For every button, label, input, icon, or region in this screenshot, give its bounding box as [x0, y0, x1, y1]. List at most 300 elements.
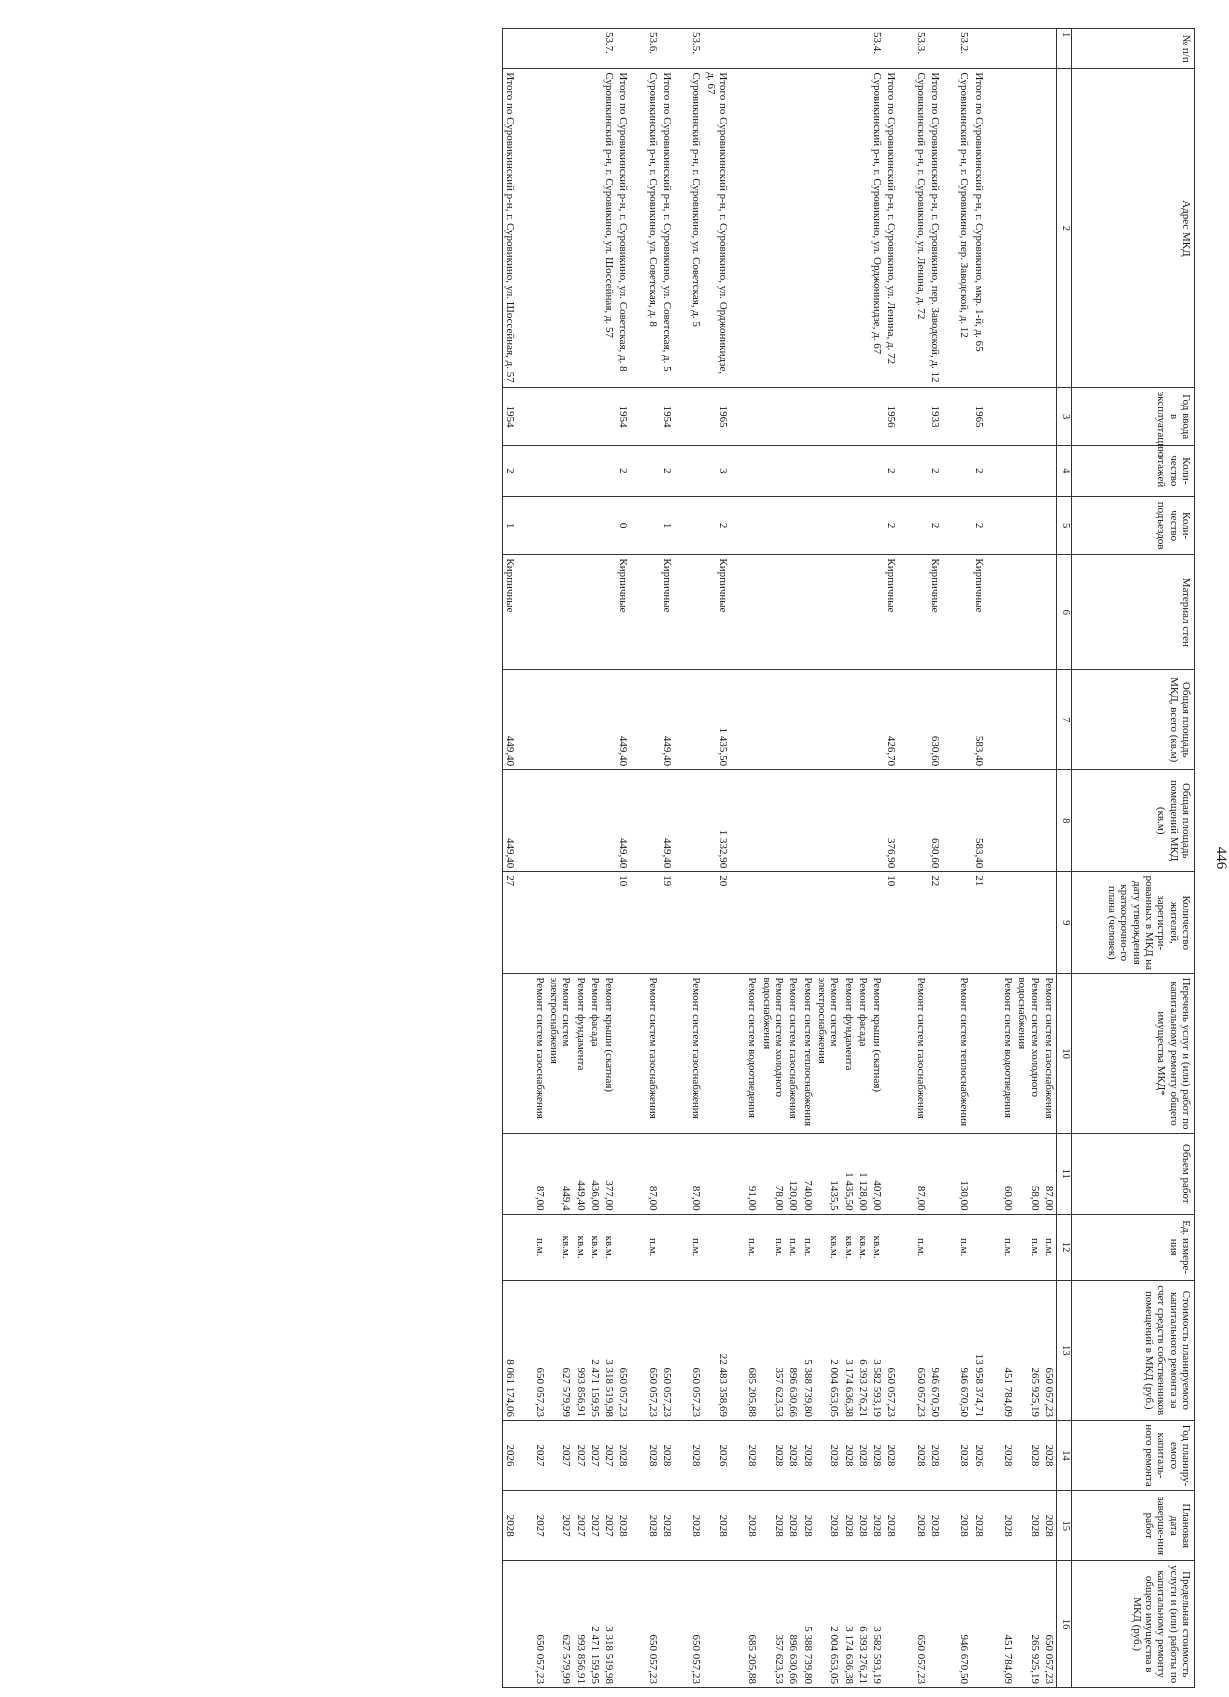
- year-built-cell: [745, 388, 759, 445]
- rooms-area-cell: [914, 770, 928, 872]
- total-area-cell: [841, 670, 855, 770]
- end-date-cell: 2028: [815, 1491, 842, 1561]
- entrances-cell: [1015, 496, 1042, 554]
- entrances-cell: [914, 496, 928, 554]
- limit-cost-cell: 650 057,23: [914, 1561, 928, 1688]
- work-row: [689, 29, 703, 1688]
- limit-cost-cell: [660, 1561, 689, 1688]
- unit-cell: [884, 1214, 913, 1280]
- end-date-cell: 2028: [703, 1491, 745, 1561]
- year-built-cell: [1042, 388, 1057, 445]
- cost-cell: 451 784,09: [1001, 1280, 1015, 1420]
- entrances-cell: 0: [616, 496, 645, 554]
- unit-cell: кв.м.: [588, 1214, 602, 1280]
- end-date-cell: 2028: [870, 1491, 884, 1561]
- rooms-area-cell: [1042, 770, 1057, 872]
- work-row: [841, 29, 855, 1688]
- total-row: [971, 29, 1000, 1688]
- unit-cell: [971, 1214, 1000, 1280]
- end-date-cell: 2028: [503, 1491, 533, 1561]
- unit-cell: [503, 1214, 533, 1280]
- work-row: [800, 29, 814, 1688]
- volume-cell: 58,00: [1015, 1133, 1042, 1214]
- entrances-cell: [1042, 496, 1057, 554]
- work-type-cell: Ремонт систем холодного водоснабжения: [1015, 974, 1042, 1134]
- volume-cell: [971, 1133, 1000, 1214]
- limit-cost-cell: [928, 1561, 957, 1688]
- end-date-cell: 2028: [841, 1491, 855, 1561]
- floors-cell: [856, 445, 870, 496]
- total-area-cell: [547, 670, 574, 770]
- end-date-cell: 2028: [957, 1491, 971, 1561]
- cost-cell: 2 471 159,95: [588, 1280, 602, 1420]
- entrances-cell: [786, 496, 800, 554]
- unit-cell: п.м.: [800, 1214, 814, 1280]
- column-number: 8: [1057, 770, 1072, 872]
- row-number: [800, 29, 814, 69]
- repair-year-cell: 2027: [573, 1420, 587, 1490]
- work-type-cell: Ремонт крыши (скатная): [870, 974, 884, 1134]
- residents-cell: [547, 872, 574, 974]
- total-area-cell: [1015, 670, 1042, 770]
- address-cell: Итого по Суровикинский р-н, г. Суровикино, пер. Заводской, д. 12: [928, 69, 957, 388]
- end-date-cell: 2028: [971, 1491, 1000, 1561]
- cost-cell: 5 388 739,80: [800, 1280, 814, 1420]
- wall-material-cell: [602, 555, 616, 670]
- address-cell: Итого по Суровикинский р-н, г. Суровикино, ул. Шоссейная, д. 57: [503, 69, 533, 388]
- total-area-cell: [745, 670, 759, 770]
- volume-cell: 1 435,50: [841, 1133, 855, 1214]
- repair-year-cell: 2027: [547, 1420, 574, 1490]
- unit-cell: [660, 1214, 689, 1280]
- column-header: Общая площадь МКД, всего (кв.м): [1072, 670, 1195, 770]
- end-date-cell: 2028: [800, 1491, 814, 1561]
- address-cell: Итого по Суровикинский р-н, г. Суровикино, ул. Советская, д. 5: [660, 69, 689, 388]
- work-row: [759, 29, 786, 1688]
- entrances-cell: [815, 496, 842, 554]
- cost-cell: 3 582 593,19: [870, 1280, 884, 1420]
- limit-cost-cell: 993 856,91: [573, 1561, 587, 1688]
- residents-cell: [588, 872, 602, 974]
- limit-cost-cell: 650 057,23: [689, 1561, 703, 1688]
- unit-cell: кв.м.: [856, 1214, 870, 1280]
- repair-year-cell: 2027: [602, 1420, 616, 1490]
- entrances-cell: [602, 496, 616, 554]
- entrances-cell: [745, 496, 759, 554]
- volume-cell: [503, 1133, 533, 1214]
- rooms-area-cell: 376,90: [884, 770, 913, 872]
- cost-cell: 650 057,23: [1042, 1280, 1057, 1420]
- volume-cell: 1435,5: [815, 1133, 842, 1214]
- repair-year-cell: 2028: [616, 1420, 645, 1490]
- address-cell: Суровикинский р-н, г. Суровикино, ул. Советская, д. 8: [646, 69, 660, 388]
- total-area-cell: [602, 670, 616, 770]
- column-number: 2: [1057, 69, 1072, 388]
- residents-cell: [800, 872, 814, 974]
- year-built-cell: [602, 388, 616, 445]
- volume-cell: 87,00: [646, 1133, 660, 1214]
- unit-cell: п.м.: [759, 1214, 786, 1280]
- year-built-cell: [689, 388, 703, 445]
- limit-cost-cell: [884, 1561, 913, 1688]
- cost-cell: 946 670,50: [957, 1280, 971, 1420]
- end-date-cell: 2027: [573, 1491, 587, 1561]
- year-built-cell: [800, 388, 814, 445]
- floors-cell: [870, 445, 884, 496]
- wall-material-cell: [856, 555, 870, 670]
- end-date-cell: 2028: [660, 1491, 689, 1561]
- wall-material-cell: [786, 555, 800, 670]
- row-number: [588, 29, 602, 69]
- rooms-area-cell: [800, 770, 814, 872]
- entrances-cell: 2: [884, 496, 913, 554]
- end-date-cell: 2028: [1001, 1491, 1015, 1561]
- residents-cell: [573, 872, 587, 974]
- limit-cost-cell: 265 925,19: [1015, 1561, 1042, 1688]
- end-date-cell: 2028: [856, 1491, 870, 1561]
- rooms-area-cell: 630,60: [928, 770, 957, 872]
- work-type-cell: Ремонт систем газоснабжения: [1042, 974, 1057, 1134]
- repair-year-cell: 2028: [841, 1420, 855, 1490]
- unit-cell: кв.м.: [547, 1214, 574, 1280]
- floors-cell: [786, 445, 800, 496]
- total-row: [616, 29, 645, 1688]
- column-header: Ед. измере-ния: [1072, 1214, 1195, 1280]
- total-area-cell: 449,40: [616, 670, 645, 770]
- repair-year-cell: 2026: [971, 1420, 1000, 1490]
- wall-material-cell: [689, 555, 703, 670]
- row-number: [660, 29, 689, 69]
- entrances-cell: 2: [928, 496, 957, 554]
- total-area-cell: [786, 670, 800, 770]
- repair-year-cell: 2028: [957, 1420, 971, 1490]
- total-area-cell: 449,40: [503, 670, 533, 770]
- total-area-cell: [646, 670, 660, 770]
- volume-cell: 87,00: [914, 1133, 928, 1214]
- page-number: 446: [1213, 846, 1229, 870]
- work-type-cell: Ремонт систем газоснабжения: [786, 974, 800, 1134]
- volume-cell: 87,00: [532, 1133, 546, 1214]
- rooms-area-cell: 449,40: [503, 770, 533, 872]
- total-area-cell: [957, 670, 971, 770]
- entrances-cell: [573, 496, 587, 554]
- total-row: [703, 29, 745, 1688]
- address-cell: [1042, 69, 1057, 388]
- volume-cell: 377,00: [602, 1133, 616, 1214]
- limit-cost-cell: 5 388 739,80: [800, 1561, 814, 1688]
- column-header: Перечень услуг и (или) работ по капитальному ремонту общего имущества МКД*: [1072, 974, 1195, 1134]
- cost-cell: 650 057,23: [616, 1280, 645, 1420]
- volume-cell: 1 128,00: [856, 1133, 870, 1214]
- residents-cell: [602, 872, 616, 974]
- year-built-cell: 1954: [503, 388, 533, 445]
- repair-year-cell: 2028: [1001, 1420, 1015, 1490]
- cost-cell: 650 057,23: [532, 1280, 546, 1420]
- row-number: [841, 29, 855, 69]
- column-number: 12: [1057, 1214, 1072, 1280]
- column-number: 6: [1057, 555, 1072, 670]
- column-header: Общая площадь помещений МКД (кв.м): [1072, 770, 1195, 872]
- address-cell: [786, 69, 800, 388]
- rooms-area-cell: [573, 770, 587, 872]
- residents-cell: [914, 872, 928, 974]
- limit-cost-cell: 3 318 519,98: [602, 1561, 616, 1688]
- wall-material-cell: [573, 555, 587, 670]
- work-type-cell: Ремонт фундамента: [573, 974, 587, 1134]
- work-row: [786, 29, 800, 1688]
- work-type-cell: Ремонт систем водоотведения: [745, 974, 759, 1134]
- year-built-cell: [588, 388, 602, 445]
- end-date-cell: 2027: [602, 1491, 616, 1561]
- cost-cell: 13 958 374,71: [971, 1280, 1000, 1420]
- wall-material-cell: [547, 555, 574, 670]
- repair-year-cell: 2027: [588, 1420, 602, 1490]
- residents-cell: 10: [884, 872, 913, 974]
- work-row: [1001, 29, 1015, 1688]
- floors-cell: 2: [503, 445, 533, 496]
- row-number: 53.6.: [646, 29, 660, 69]
- repair-year-cell: 2028: [870, 1420, 884, 1490]
- year-built-cell: [1001, 388, 1015, 445]
- volume-cell: 740,00: [800, 1133, 814, 1214]
- address-cell: [1015, 69, 1042, 388]
- year-built-cell: 1954: [616, 388, 645, 445]
- rooms-area-cell: 449,40: [660, 770, 689, 872]
- work-type-cell: Ремонт крыши (скатная): [602, 974, 616, 1134]
- volume-cell: [884, 1133, 913, 1214]
- work-type-cell: [928, 974, 957, 1134]
- unit-cell: п.м.: [745, 1214, 759, 1280]
- residents-cell: [759, 872, 786, 974]
- floors-cell: [602, 445, 616, 496]
- volume-cell: [616, 1133, 645, 1214]
- residents-cell: [689, 872, 703, 974]
- residents-cell: [532, 872, 546, 974]
- column-number: 3: [1057, 388, 1072, 445]
- residents-cell: 20: [703, 872, 745, 974]
- year-built-cell: [532, 388, 546, 445]
- end-date-cell: 2028: [745, 1491, 759, 1561]
- volume-cell: 87,00: [1042, 1133, 1057, 1214]
- row-number: [971, 29, 1000, 69]
- limit-cost-cell: 451 784,09: [1001, 1561, 1015, 1688]
- column-number: 14: [1057, 1420, 1072, 1490]
- work-row: [745, 29, 759, 1688]
- wall-material-cell: [914, 555, 928, 670]
- column-number: 13: [1057, 1280, 1072, 1420]
- wall-material-cell: [1015, 555, 1042, 670]
- column-number: 1: [1057, 29, 1072, 69]
- wall-material-cell: [745, 555, 759, 670]
- row-number: 53.2.: [957, 29, 971, 69]
- wall-material-cell: Кирпичные: [616, 555, 645, 670]
- limit-cost-cell: [971, 1561, 1000, 1688]
- rooms-area-cell: [870, 770, 884, 872]
- total-area-cell: [1042, 670, 1057, 770]
- row-number: [786, 29, 800, 69]
- entrances-cell: 2: [703, 496, 745, 554]
- unit-cell: кв.м.: [602, 1214, 616, 1280]
- entrances-cell: [870, 496, 884, 554]
- wall-material-cell: [870, 555, 884, 670]
- floors-cell: [1001, 445, 1015, 496]
- total-area-cell: [1001, 670, 1015, 770]
- total-area-cell: 630,60: [928, 670, 957, 770]
- volume-cell: 78,00: [759, 1133, 786, 1214]
- row-number: [503, 29, 533, 69]
- address-cell: Итого по Суровикинский р-н, г. Суровикино, мкр. 1-й, д. 65: [971, 69, 1000, 388]
- repair-year-cell: 2028: [856, 1420, 870, 1490]
- rooms-area-cell: [815, 770, 842, 872]
- column-number: 16: [1057, 1561, 1072, 1688]
- total-area-cell: [573, 670, 587, 770]
- limit-cost-cell: 650 057,23: [532, 1561, 546, 1688]
- work-type-cell: Ремонт систем электроснабжения: [815, 974, 842, 1134]
- wall-material-cell: [1001, 555, 1015, 670]
- row-number: [1042, 29, 1057, 69]
- rooms-area-cell: [841, 770, 855, 872]
- end-date-cell: 2028: [928, 1491, 957, 1561]
- column-number: 5: [1057, 496, 1072, 554]
- work-type-cell: Ремонт систем водоотведения: [1001, 974, 1015, 1134]
- limit-cost-cell: 896 630,66: [786, 1561, 800, 1688]
- repair-year-cell: 2028: [745, 1420, 759, 1490]
- floors-cell: 2: [884, 445, 913, 496]
- cost-cell: 650 057,23: [660, 1280, 689, 1420]
- cost-cell: 3 174 636,38: [841, 1280, 855, 1420]
- year-built-cell: [841, 388, 855, 445]
- address-cell: [815, 69, 842, 388]
- residents-cell: [1015, 872, 1042, 974]
- cost-cell: 265 925,19: [1015, 1280, 1042, 1420]
- rooms-area-cell: [786, 770, 800, 872]
- floors-cell: 3: [703, 445, 745, 496]
- floors-cell: 2: [928, 445, 957, 496]
- entrances-cell: [856, 496, 870, 554]
- end-date-cell: 2028: [689, 1491, 703, 1561]
- rooms-area-cell: [689, 770, 703, 872]
- floors-cell: [573, 445, 587, 496]
- work-type-cell: Ремонт систем холодного водоснабжения: [759, 974, 786, 1134]
- row-number: 53.5.: [689, 29, 703, 69]
- row-number: [1001, 29, 1015, 69]
- residents-cell: [1001, 872, 1015, 974]
- address-cell: [532, 69, 546, 388]
- unit-cell: п.м.: [1015, 1214, 1042, 1280]
- unit-cell: п.м.: [689, 1214, 703, 1280]
- limit-cost-cell: [503, 1561, 533, 1688]
- row-number: [856, 29, 870, 69]
- repair-year-cell: 2028: [928, 1420, 957, 1490]
- repair-year-cell: 2028: [759, 1420, 786, 1490]
- cost-cell: 3 318 519,98: [602, 1280, 616, 1420]
- floors-cell: [646, 445, 660, 496]
- repair-year-cell: 2028: [646, 1420, 660, 1490]
- year-built-cell: [914, 388, 928, 445]
- wall-material-cell: Кирпичные: [928, 555, 957, 670]
- column-header: № п/п: [1072, 29, 1195, 69]
- residents-cell: [786, 872, 800, 974]
- unit-cell: кв.м.: [815, 1214, 842, 1280]
- cost-cell: 650 057,23: [914, 1280, 928, 1420]
- entrances-cell: [759, 496, 786, 554]
- end-date-cell: 2028: [884, 1491, 913, 1561]
- row-number: [616, 29, 645, 69]
- wall-material-cell: Кирпичные: [660, 555, 689, 670]
- residents-cell: [1042, 872, 1057, 974]
- cost-cell: 8 061 174,06: [503, 1280, 533, 1420]
- residents-cell: [815, 872, 842, 974]
- cost-cell: 946 670,50: [928, 1280, 957, 1420]
- work-row: [573, 29, 587, 1688]
- limit-cost-cell: 2 471 159,95: [588, 1561, 602, 1688]
- year-built-cell: [1015, 388, 1042, 445]
- floors-cell: [957, 445, 971, 496]
- address-cell: Итого по Суровикинский р-н, г. Суровикино, ул. Ленина, д. 72: [884, 69, 913, 388]
- unit-cell: п.м.: [1001, 1214, 1015, 1280]
- address-cell: [547, 69, 574, 388]
- address-cell: [573, 69, 587, 388]
- limit-cost-cell: 650 057,23: [646, 1561, 660, 1688]
- year-built-cell: [870, 388, 884, 445]
- repair-year-cell: 2028: [689, 1420, 703, 1490]
- rooms-area-cell: [602, 770, 616, 872]
- wall-material-cell: Кирпичные: [971, 555, 1000, 670]
- unit-cell: п.м.: [646, 1214, 660, 1280]
- total-area-cell: 583,40: [971, 670, 1000, 770]
- repair-year-cell: 2026: [503, 1420, 533, 1490]
- row-number: [745, 29, 759, 69]
- work-type-cell: [503, 974, 533, 1134]
- work-type-cell: [884, 974, 913, 1134]
- volume-cell: 407,00: [870, 1133, 884, 1214]
- address-cell: Итого по Суровикинский р-н, г. Суровикино, ул. Советская, д. 8: [616, 69, 645, 388]
- column-number: 4: [1057, 445, 1072, 496]
- cost-cell: 627 579,99: [547, 1280, 574, 1420]
- entrances-cell: [588, 496, 602, 554]
- column-header: Год ввода в эксплуатацию: [1072, 388, 1195, 445]
- volume-cell: [928, 1133, 957, 1214]
- address-cell: [841, 69, 855, 388]
- limit-cost-cell: 6 393 276,21: [856, 1561, 870, 1688]
- residents-cell: 21: [971, 872, 1000, 974]
- cost-cell: 357 623,53: [759, 1280, 786, 1420]
- column-header: Предельная стоимость услуги и (или) работы по капитальному ремонту общего имущества в МКД (руб.): [1072, 1561, 1195, 1688]
- entrances-cell: 1: [660, 496, 689, 554]
- address-cell: [745, 69, 759, 388]
- work-type-cell: Ремонт систем электроснабжения: [547, 974, 574, 1134]
- floors-cell: [759, 445, 786, 496]
- work-row: [914, 29, 928, 1688]
- total-area-cell: 449,40: [660, 670, 689, 770]
- wall-material-cell: [759, 555, 786, 670]
- residents-cell: [745, 872, 759, 974]
- floors-cell: [745, 445, 759, 496]
- column-number: 11: [1057, 1133, 1072, 1214]
- work-type-cell: Ремонт систем газоснабжения: [914, 974, 928, 1134]
- rooms-area-cell: [745, 770, 759, 872]
- column-header: Плановая дата заверше-ния работ: [1072, 1491, 1195, 1561]
- floors-cell: [1015, 445, 1042, 496]
- rooms-area-cell: 1 332,90: [703, 770, 745, 872]
- rooms-area-cell: [1015, 770, 1042, 872]
- unit-cell: [928, 1214, 957, 1280]
- repair-year-cell: 2028: [660, 1420, 689, 1490]
- address-cell: Суровикинский р-н, г. Суровикино, ул. Советская, д. 5: [689, 69, 703, 388]
- total-area-cell: [914, 670, 928, 770]
- year-built-cell: [547, 388, 574, 445]
- unit-cell: [703, 1214, 745, 1280]
